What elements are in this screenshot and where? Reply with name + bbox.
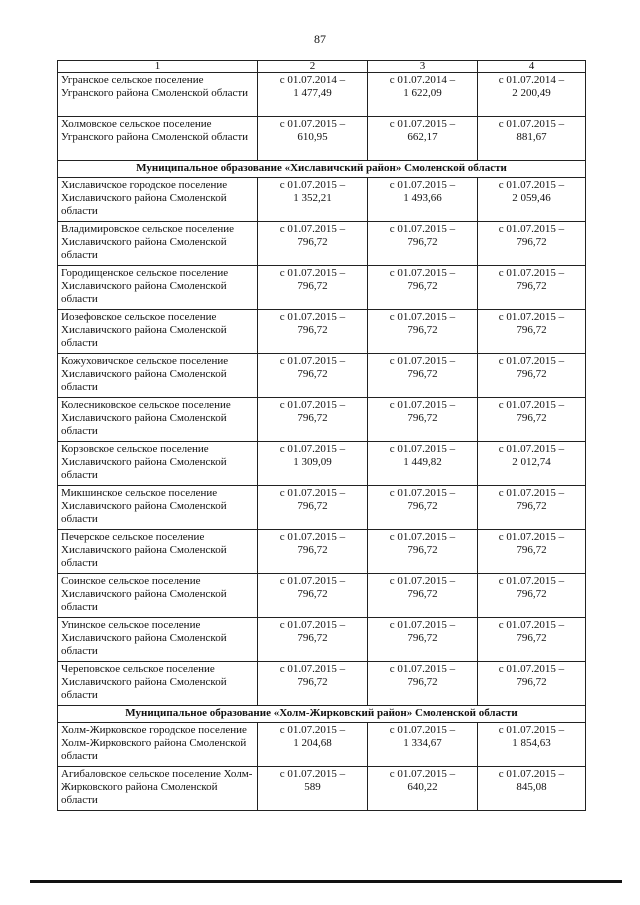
section-title: Муниципальное образование «Хиславичский район» Смоленской области bbox=[58, 161, 586, 178]
tariff-value: 796,72 bbox=[297, 368, 328, 380]
tariff-value: 662,17 bbox=[407, 131, 438, 143]
tariff-value: 1 204,68 bbox=[293, 737, 332, 749]
tariff-cell bbox=[368, 222, 478, 266]
settlement-name: Хиславичское городское поселение Хиславичского района Смоленской области bbox=[58, 178, 258, 222]
tariff-value: 610,95 bbox=[297, 131, 328, 143]
table-row bbox=[58, 354, 586, 398]
table-row bbox=[58, 574, 586, 618]
column-header: 3 bbox=[368, 61, 478, 73]
tariff-period: с 01.07.2015 – bbox=[389, 355, 456, 367]
bottom-rule bbox=[30, 880, 622, 883]
table-row bbox=[58, 178, 586, 222]
tariff-cell bbox=[258, 486, 368, 530]
column-header: 4 bbox=[478, 61, 586, 73]
tariff-value: 796,72 bbox=[407, 236, 438, 248]
settlement-name: Корзовское сельское поселение Хиславичского района Смоленской области bbox=[58, 442, 258, 486]
tariff-value: 796,72 bbox=[297, 324, 328, 336]
tariff-cell bbox=[258, 398, 368, 442]
table-row bbox=[58, 662, 586, 706]
tariff-cell bbox=[368, 662, 478, 706]
tariff-period: с 01.07.2015 – bbox=[279, 399, 346, 411]
tariff-period: с 01.07.2015 – bbox=[279, 768, 346, 780]
tariff-period: с 01.07.2015 – bbox=[498, 267, 565, 279]
table-row bbox=[58, 530, 586, 574]
page-number: 87 bbox=[314, 32, 326, 46]
table-row bbox=[58, 222, 586, 266]
tariff-period: с 01.07.2015 – bbox=[279, 118, 346, 130]
tariff-period: с 01.07.2015 – bbox=[389, 267, 456, 279]
tariff-cell bbox=[478, 662, 586, 706]
tariff-period: с 01.07.2015 – bbox=[389, 179, 456, 191]
tariff-period: с 01.07.2015 – bbox=[498, 118, 565, 130]
tariff-cell bbox=[478, 222, 586, 266]
tariff-cell bbox=[368, 178, 478, 222]
tariff-cell bbox=[368, 574, 478, 618]
tariff-period: с 01.07.2015 – bbox=[279, 179, 346, 191]
settlement-name: Упинское сельское поселение Хиславичского района Смоленской области bbox=[58, 618, 258, 662]
settlement-name: Городищенское сельское поселение Хиславичского района Смоленской области bbox=[58, 266, 258, 310]
tariff-value: 796,72 bbox=[516, 236, 547, 248]
table-row bbox=[58, 117, 586, 161]
tariff-cell bbox=[258, 222, 368, 266]
tariff-period: с 01.07.2015 – bbox=[389, 223, 456, 235]
tariff-cell bbox=[258, 662, 368, 706]
section-header-row bbox=[58, 706, 586, 723]
settlement-name: Соинское сельское поселение Хиславичского района Смоленской области bbox=[58, 574, 258, 618]
tariff-value: 796,72 bbox=[297, 544, 328, 556]
tariff-cell bbox=[368, 486, 478, 530]
table-row bbox=[58, 767, 586, 811]
tariff-cell bbox=[478, 310, 586, 354]
table-row bbox=[58, 442, 586, 486]
tariff-period: с 01.07.2015 – bbox=[279, 531, 346, 543]
tariff-period: с 01.07.2015 – bbox=[498, 619, 565, 631]
tariff-value: 796,72 bbox=[516, 632, 547, 644]
tariff-period: с 01.07.2015 – bbox=[279, 619, 346, 631]
tariff-value: 796,72 bbox=[407, 324, 438, 336]
tariff-period: с 01.07.2015 – bbox=[498, 724, 565, 736]
tariff-period: с 01.07.2015 – bbox=[279, 575, 346, 587]
tariff-cell bbox=[258, 117, 368, 161]
tariff-value: 796,72 bbox=[407, 500, 438, 512]
tariff-value: 1 477,49 bbox=[293, 87, 332, 99]
tariff-cell bbox=[258, 178, 368, 222]
tariff-value: 796,72 bbox=[407, 632, 438, 644]
tariff-cell bbox=[258, 310, 368, 354]
tariff-value: 796,72 bbox=[407, 280, 438, 292]
table-row bbox=[58, 618, 586, 662]
tariff-value: 1 622,09 bbox=[403, 87, 442, 99]
table-row bbox=[58, 723, 586, 767]
tariff-period: с 01.07.2015 – bbox=[279, 267, 346, 279]
tariff-cell bbox=[368, 310, 478, 354]
tariff-value: 589 bbox=[304, 781, 321, 793]
tariff-period: с 01.07.2015 – bbox=[279, 443, 346, 455]
tariff-cell bbox=[258, 266, 368, 310]
section-title: Муниципальное образование «Холм-Жирковский район» Смоленской области bbox=[58, 706, 586, 723]
tariff-value: 796,72 bbox=[297, 676, 328, 688]
tariff-value: 796,72 bbox=[516, 588, 547, 600]
settlement-name: Агибаловское сельское поселение Холм-Жирковского района Смоленской области bbox=[58, 767, 258, 811]
tariff-cell bbox=[258, 723, 368, 767]
tariff-period: с 01.07.2015 – bbox=[498, 223, 565, 235]
tariff-cell bbox=[368, 354, 478, 398]
tariff-value: 796,72 bbox=[297, 236, 328, 248]
column-header: 1 bbox=[58, 61, 258, 73]
tariff-cell bbox=[368, 117, 478, 161]
table-row bbox=[58, 73, 586, 117]
tariff-period: с 01.07.2015 – bbox=[279, 487, 346, 499]
tariff-value: 796,72 bbox=[297, 500, 328, 512]
tariff-cell bbox=[368, 723, 478, 767]
tariff-period: с 01.07.2015 – bbox=[498, 768, 565, 780]
tariff-period: с 01.07.2014 – bbox=[389, 74, 456, 86]
tariff-cell bbox=[368, 530, 478, 574]
tariff-value: 796,72 bbox=[407, 588, 438, 600]
settlement-name: Холм-Жирковское городское поселение Холм-Жирковского района Смоленской области bbox=[58, 723, 258, 767]
tariff-value: 796,72 bbox=[516, 324, 547, 336]
tariff-cell bbox=[478, 73, 586, 117]
tariff-cell bbox=[478, 486, 586, 530]
tariff-cell bbox=[368, 618, 478, 662]
tariff-value: 1 854,63 bbox=[512, 737, 551, 749]
tariff-period: с 01.07.2015 – bbox=[389, 531, 456, 543]
tariff-period: с 01.07.2015 – bbox=[498, 487, 565, 499]
tariff-cell bbox=[478, 574, 586, 618]
tariff-cell bbox=[478, 530, 586, 574]
tariff-cell bbox=[368, 73, 478, 117]
tariff-value: 845,08 bbox=[516, 781, 547, 793]
tariff-value: 796,72 bbox=[297, 588, 328, 600]
settlement-name: Кожуховичское сельское поселение Хиславичского района Смоленской области bbox=[58, 354, 258, 398]
tariff-period: с 01.07.2014 – bbox=[498, 74, 565, 86]
tariff-period: с 01.07.2015 – bbox=[389, 443, 456, 455]
settlement-name: Угранское сельское поселение Угранского района Смоленской области bbox=[58, 73, 258, 117]
tariff-cell bbox=[368, 442, 478, 486]
tariff-cell bbox=[368, 767, 478, 811]
tariff-period: с 01.07.2015 – bbox=[389, 575, 456, 587]
section-header-row bbox=[58, 161, 586, 178]
tariff-value: 2 012,74 bbox=[512, 456, 551, 468]
tariff-period: с 01.07.2015 – bbox=[389, 619, 456, 631]
tariff-cell bbox=[258, 354, 368, 398]
tariff-period: с 01.07.2015 – bbox=[498, 399, 565, 411]
tariff-cell bbox=[478, 442, 586, 486]
table-row bbox=[58, 310, 586, 354]
tariff-value: 1 449,82 bbox=[403, 456, 442, 468]
tariff-value: 1 493,66 bbox=[403, 192, 442, 204]
tariff-period: с 01.07.2015 – bbox=[279, 311, 346, 323]
table-header-row bbox=[58, 61, 586, 73]
tariff-period: с 01.07.2015 – bbox=[389, 311, 456, 323]
tariff-cell bbox=[478, 767, 586, 811]
tariff-cell bbox=[478, 723, 586, 767]
table-row bbox=[58, 398, 586, 442]
tariff-value: 796,72 bbox=[516, 500, 547, 512]
settlement-name: Владимировское сельское поселение Хиславичского района Смоленской области bbox=[58, 222, 258, 266]
tariff-value: 796,72 bbox=[407, 544, 438, 556]
table-row bbox=[58, 486, 586, 530]
column-header: 2 bbox=[258, 61, 368, 73]
settlement-name: Колесниковское сельское поселение Хиславичского района Смоленской области bbox=[58, 398, 258, 442]
tariff-cell bbox=[478, 398, 586, 442]
tariff-value: 796,72 bbox=[407, 368, 438, 380]
tariff-value: 796,72 bbox=[297, 412, 328, 424]
tariff-value: 796,72 bbox=[516, 544, 547, 556]
tariff-cell bbox=[258, 442, 368, 486]
tariff-cell bbox=[478, 266, 586, 310]
tariff-value: 1 309,09 bbox=[293, 456, 332, 468]
table-row bbox=[58, 266, 586, 310]
tariff-period: с 01.07.2015 – bbox=[389, 724, 456, 736]
tariff-value: 796,72 bbox=[407, 412, 438, 424]
settlement-name: Холмовское сельское поселение Угранского района Смоленской области bbox=[58, 117, 258, 161]
tariff-period: с 01.07.2015 – bbox=[498, 311, 565, 323]
tariff-period: с 01.07.2015 – bbox=[498, 355, 565, 367]
settlement-name: Иозефовское сельское поселение Хиславичского района Смоленской области bbox=[58, 310, 258, 354]
tariff-value: 881,67 bbox=[516, 131, 547, 143]
tariff-value: 640,22 bbox=[407, 781, 438, 793]
tariff-period: с 01.07.2015 – bbox=[279, 724, 346, 736]
tariff-value: 796,72 bbox=[516, 368, 547, 380]
tariff-cell bbox=[478, 354, 586, 398]
settlement-name: Череповское сельское поселение Хиславичского района Смоленской области bbox=[58, 662, 258, 706]
tariff-cell bbox=[258, 767, 368, 811]
tariff-period: с 01.07.2015 – bbox=[498, 663, 565, 675]
tariff-value: 796,72 bbox=[297, 632, 328, 644]
tariff-period: с 01.07.2014 – bbox=[279, 74, 346, 86]
tariff-cell bbox=[258, 574, 368, 618]
tariff-cell bbox=[258, 618, 368, 662]
table-body bbox=[58, 73, 586, 811]
tariff-period: с 01.07.2015 – bbox=[389, 399, 456, 411]
tariff-cell bbox=[258, 530, 368, 574]
tariff-value: 1 352,21 bbox=[293, 192, 332, 204]
tariff-period: с 01.07.2015 – bbox=[498, 575, 565, 587]
tariff-value: 796,72 bbox=[516, 280, 547, 292]
tariff-cell bbox=[478, 117, 586, 161]
tariff-period: с 01.07.2015 – bbox=[279, 663, 346, 675]
tariff-period: с 01.07.2015 – bbox=[389, 118, 456, 130]
tariff-value: 2 200,49 bbox=[512, 87, 551, 99]
tariff-value: 796,72 bbox=[516, 412, 547, 424]
settlement-name: Микшинское сельское поселение Хиславичского района Смоленской области bbox=[58, 486, 258, 530]
tariff-period: с 01.07.2015 – bbox=[498, 179, 565, 191]
tariff-period: с 01.07.2015 – bbox=[389, 768, 456, 780]
tariff-value: 796,72 bbox=[516, 676, 547, 688]
tariff-value: 796,72 bbox=[297, 280, 328, 292]
tariff-value: 2 059,46 bbox=[512, 192, 551, 204]
tariff-period: с 01.07.2015 – bbox=[498, 443, 565, 455]
settlement-name: Печерское сельское поселение Хиславичского района Смоленской области bbox=[58, 530, 258, 574]
tariff-cell bbox=[368, 266, 478, 310]
tariff-cell bbox=[258, 73, 368, 117]
tariff-period: с 01.07.2015 – bbox=[279, 355, 346, 367]
tariff-period: с 01.07.2015 – bbox=[279, 223, 346, 235]
tariff-period: с 01.07.2015 – bbox=[389, 487, 456, 499]
tariff-table bbox=[57, 60, 586, 811]
tariff-cell bbox=[478, 178, 586, 222]
tariff-period: с 01.07.2015 – bbox=[389, 663, 456, 675]
tariff-cell bbox=[478, 618, 586, 662]
tariff-value: 796,72 bbox=[407, 676, 438, 688]
tariff-cell bbox=[368, 398, 478, 442]
tariff-value: 1 334,67 bbox=[403, 737, 442, 749]
tariff-period: с 01.07.2015 – bbox=[498, 531, 565, 543]
